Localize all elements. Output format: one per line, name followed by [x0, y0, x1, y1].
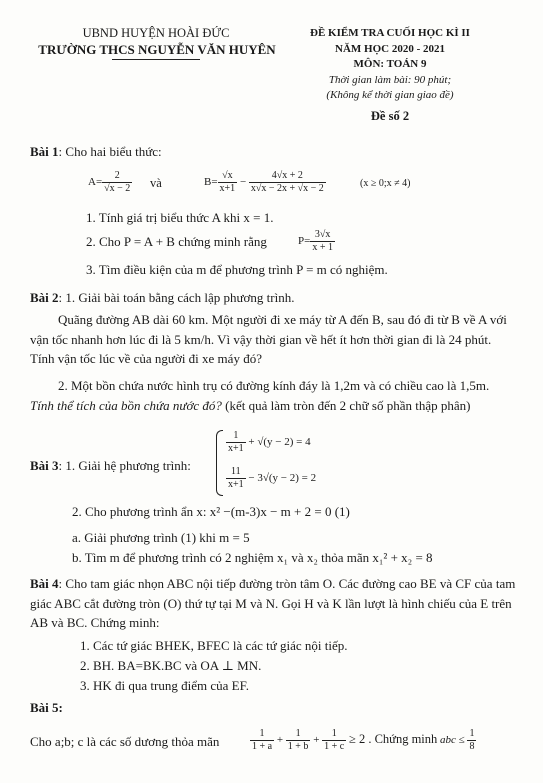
- bai1-heading: [30, 144, 162, 160]
- bai3-qb: b. Tìm m để phương trình có 2 nghiệm x₁ và x₂ thỏa mãn x₁² + x₂ = 8: [72, 550, 433, 565]
- bai5-ge2: ≥ 2 . Chứng minh: [348, 732, 438, 747]
- bai4-q2: 2. BH. BA=BK.BC và OA ⊥ MN.: [80, 658, 262, 673]
- expr-B: [204, 170, 326, 195]
- expr-B-frac1-num: √x: [218, 170, 238, 183]
- bai1-title: Bài 1: [30, 144, 59, 159]
- bai4-title: Bài 4: [30, 576, 59, 591]
- expr-P: [298, 229, 335, 254]
- expr-A-numerator: 2: [102, 170, 132, 183]
- bai3-heading: [30, 458, 191, 474]
- bai5-title: Bài 5:: [30, 700, 63, 715]
- bai5-f1-den: 1 + a: [252, 741, 273, 752]
- bai5-abc: abc ≤: [440, 734, 465, 747]
- expr-A: [88, 170, 132, 195]
- bai5-f3-num: 1: [322, 728, 346, 741]
- and-word: và: [150, 176, 162, 190]
- bai1-q1: 1. Tính giá trị biểu thức A khi x = 1.: [86, 210, 274, 225]
- eq2-rest: − 3√(y − 2) = 2: [248, 472, 317, 485]
- bai2-intro: : 1. Giải bài toán bằng cách lập phương trình.: [58, 290, 295, 305]
- bai2-problem2-a: 2. Một bồn chứa nước hình trụ có đường kính đáy là 1,2m và có chiều cao là 1,5m.: [58, 378, 490, 393]
- expr-B-frac2-num: 4√x + 2: [249, 170, 326, 183]
- bai4-problem: [30, 574, 516, 633]
- domain-condition: (x ≥ 0;x ≠ 4): [360, 178, 411, 189]
- eq1-num: 1: [226, 430, 246, 443]
- subject: MÔN: TOÁN 9: [353, 58, 427, 70]
- bai1-intro: : Cho hai biểu thức:: [58, 144, 162, 159]
- expr-B-label: B=: [204, 176, 218, 189]
- header-school: TRƯỜNG THCS NGUYỄN VĂN HUYÊN: [38, 42, 276, 57]
- bai5-plus2: +: [313, 734, 320, 747]
- bai2-title: Bài 2: [30, 290, 59, 305]
- system-brace: [216, 430, 223, 496]
- school-year: NĂM HỌC 2020 - 2021: [335, 43, 445, 55]
- expr-P-num: 3√x: [310, 229, 335, 242]
- expr-A-denominator: √x − 2: [104, 183, 131, 194]
- system-eq1: [226, 430, 311, 455]
- bai3-intro: : 1. Giải hệ phương trình:: [58, 458, 191, 473]
- expr-B-frac1-den: x+1: [219, 183, 236, 194]
- expr-P-label: P=: [298, 235, 311, 248]
- exam-time-note: (Không kể thời gian giao đề): [326, 89, 454, 101]
- expr-B-minus: −: [239, 176, 247, 189]
- eq1-rest: + √(y − 2) = 4: [248, 436, 311, 449]
- exam-title: ĐỀ KIỂM TRA CUỐI HỌC KÌ II: [310, 27, 470, 39]
- bai2-problem1: Quãng đường AB dài 60 km. Một người đi xe máy từ A đến B, sau đó đi từ B về A với vận tốc nhanh hơn lúc đi là 5 km/h. Vì vậy thời gian về hết ít hơn thời gian đi là 24 phút. Tính vận tốc lúc về của người đi xe máy đó?: [30, 312, 507, 366]
- bai2-problem2-b: Tính thể tích của bồn chứa nước đó?: [30, 397, 222, 413]
- bai2-heading: [30, 290, 295, 306]
- eq1-den: x+1: [228, 443, 244, 454]
- expr-B-frac2-den: x√x − 2x + √x − 2: [250, 183, 324, 194]
- header-district: UBND HUYỆN HOÀI ĐỨC: [82, 26, 230, 40]
- header-underline: [112, 59, 200, 60]
- bai1-q3: 3. Tìm điều kiện của m để phương trình P = m có nghiệm.: [86, 262, 388, 277]
- bai5-plus1: +: [276, 734, 284, 747]
- bai3-q2: 2. Cho phương trình ẩn x: x² −(m-3)x − m + 2 = 0 (1): [72, 504, 350, 519]
- bai5-f2-num: 1: [286, 728, 311, 741]
- bai3-qa: a. Giải phương trình (1) khi m = 5: [72, 530, 250, 545]
- bai5-f3-den: 1 + c: [324, 741, 345, 752]
- bai2-problem2: [30, 376, 516, 415]
- exam-time: Thời gian làm bài: 90 phút;: [328, 74, 452, 86]
- expr-A-label: A=: [88, 176, 103, 189]
- bai5-f2-den: 1 + b: [287, 741, 309, 752]
- bai5-result-den: 8: [469, 741, 475, 752]
- expr-P-den: x + 1: [312, 242, 333, 253]
- system-eq2: [226, 466, 316, 491]
- bai2-problem2-c: (kết quả làm tròn đến 2 chữ số phần thập phân): [221, 397, 471, 413]
- bai5-inequality: [250, 728, 476, 753]
- bai3-title: Bài 3: [30, 458, 59, 473]
- bai5-result-num: 1: [469, 728, 475, 739]
- eq2-num: 11: [226, 466, 246, 479]
- bai5-text: Cho a;b; c là các số dương thỏa mãn: [30, 734, 220, 749]
- bai4-intro: : Cho tam giác nhọn ABC nội tiếp đường tròn tâm O. Các đường cao BE và CF của tam giác ABC cắt đường tròn (O) thứ tự tại M và N. Gọi H và K lần lượt là hình chiếu của E trên AB và BC. Chứng minh:: [30, 576, 516, 630]
- bai4-q1: 1. Các tứ giác BHEK, BFEC là các tứ giác nội tiếp.: [80, 638, 348, 653]
- bai4-q3: 3. HK đi qua trung điểm của EF.: [80, 678, 250, 693]
- bai5-f1-num: 1: [250, 728, 274, 741]
- bai1-q2: 2. Cho P = A + B chứng minh rằng: [86, 234, 267, 249]
- exam-code: Đề số 2: [370, 109, 410, 123]
- eq2-den: x+1: [228, 479, 244, 490]
